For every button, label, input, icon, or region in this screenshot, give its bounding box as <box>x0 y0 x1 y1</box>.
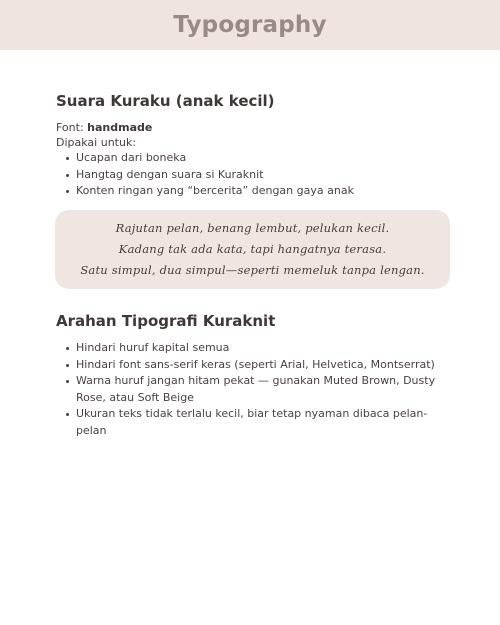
handmade-sample-box <box>55 210 450 289</box>
usage-list <box>56 150 448 200</box>
list-item: Hindari huruf kapital semua <box>66 340 448 357</box>
page-header <box>0 0 500 50</box>
section-typography-guidelines <box>56 312 448 439</box>
section-heading: Suara Kuraku (anak kecil) <box>56 92 275 110</box>
sample-line: Satu simpul, dua simpul—seperti memeluk tanpa lengan. <box>80 263 425 277</box>
sample-line: Rajutan pelan, benang lembut, pelukan kecil. <box>115 221 390 235</box>
section-heading: Arahan Tipografi Kuraknit <box>56 312 276 330</box>
list-item: Warna huruf jangan hitam pekat — gunakan Muted Brown, Dusty Rose, atau Soft Beige <box>66 373 448 406</box>
page-title: Typography <box>173 12 327 38</box>
list-item: Ucapan dari boneka <box>66 150 448 167</box>
section-kuraku-voice <box>56 92 448 200</box>
guideline-list <box>56 340 448 439</box>
font-label: Font: <box>56 121 88 134</box>
list-item: Konten ringan yang “bercerita” dengan gaya anak <box>66 183 448 200</box>
font-value: handmade <box>87 121 153 134</box>
list-item: Ukuran teks tidak terlalu kecil, biar tetap nyaman dibaca pelan-pelan <box>66 406 448 439</box>
list-item: Hangtag dengan suara si Kuraknit <box>66 167 448 184</box>
used-for-label: Dipakai untuk: <box>56 136 137 149</box>
list-item: Hindari font sans-serif keras (seperti Arial, Helvetica, Montserrat) <box>66 357 448 374</box>
font-line <box>56 120 448 135</box>
sample-line: Kadang tak ada kata, tapi hangatnya terasa. <box>118 242 387 256</box>
